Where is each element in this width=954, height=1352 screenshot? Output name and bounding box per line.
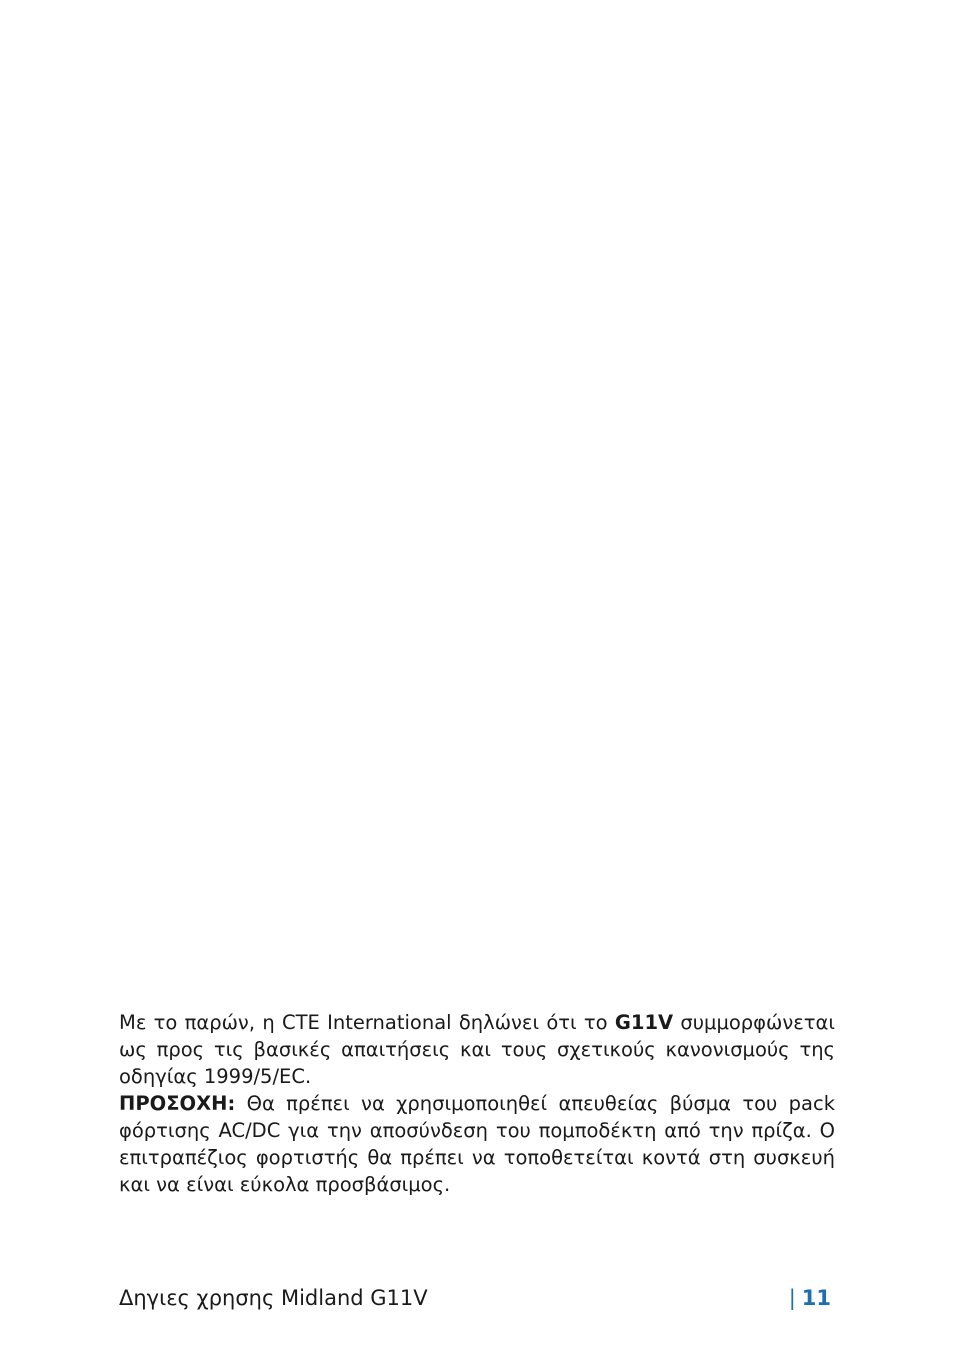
conformity-text-start: Με το παρών, η CTE International δηλώνει ότι το [119, 1011, 615, 1034]
footer-title-greek: Δηγιες χρησης [119, 1286, 275, 1310]
caution-text: Θα πρέπει να χρησιμοποιηθεί απευθείας βύσμα του pack φόρτισης AC/DC για την αποσύνδεση του πομποδέκτη από την πρίζα. Ο επιτραπέζιος φορτιστής θα πρέπει να τοποθετείται κοντά στη συσκευή και να είναι εύκολα προσβάσιμος. [119, 1092, 835, 1196]
conformity-paragraph [119, 1009, 835, 1090]
page-number-block [789, 1283, 831, 1313]
footer-title-model: Midland G11V [274, 1286, 428, 1310]
footer-title [119, 1283, 428, 1313]
declaration-text-block [119, 1009, 835, 1198]
page-number-separator: | [788, 1286, 796, 1310]
conformity-text-end: συμμορφώνεται ως προς τις βασικές απαιτήσεις και τους σχετικούς κανονισμούς της οδηγίας 1999/5/EC. [119, 1011, 836, 1088]
page-footer [119, 1283, 831, 1313]
model-name: G11V [614, 1011, 674, 1034]
caution-paragraph [119, 1090, 835, 1198]
caution-label: ΠΡΟΣΟΧΗ: [119, 1092, 236, 1115]
page-number: 11 [801, 1286, 831, 1310]
